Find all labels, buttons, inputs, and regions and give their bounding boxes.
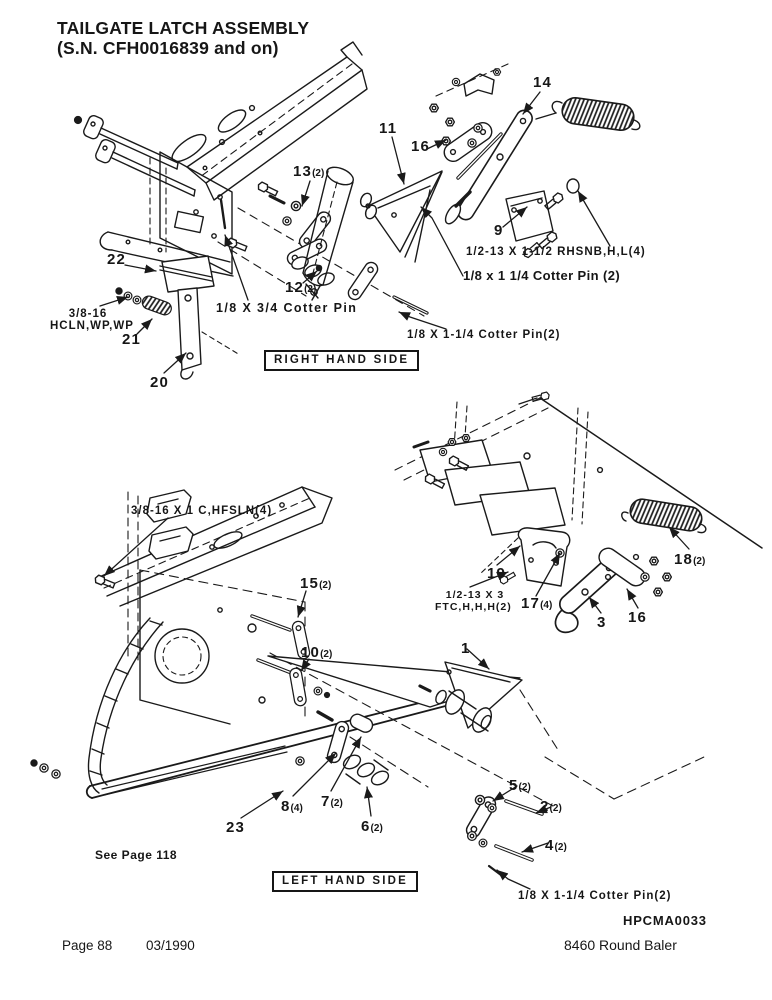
note-ftc-line1: 1/2-13 X 3 [445, 589, 505, 601]
note-cotter-1-1-4-b: 1/8 X 1-1/4 Cotter Pin(2) [407, 329, 561, 341]
note-ftc-line2: FTC,H,H,H(2) [435, 601, 512, 613]
callout-14: 14 [533, 74, 553, 91]
rh-clevis-pins [75, 114, 195, 196]
callout-10: 10(2) [301, 644, 333, 661]
note-hcln-line2: HCLN,WP,WP [50, 320, 134, 332]
page-title-line1: TAILGATE LATCH ASSEMBLY [57, 18, 310, 38]
rh-part11-plate [359, 171, 442, 262]
product-name: 8460 Round Baler [564, 937, 677, 953]
callout-17: 17(4) [521, 595, 553, 612]
right-hand-side-box [264, 350, 419, 371]
lh-part23-rod [87, 694, 460, 798]
callout-4: 4(2) [545, 837, 567, 854]
callout-12: 12(2) [285, 279, 317, 296]
callout-22: 22 [107, 251, 127, 268]
callout-7: 7(2) [321, 793, 343, 810]
left-hand-side-box [272, 871, 418, 892]
callout-1: 1 [461, 640, 471, 657]
lh-frame-plate-chain [31, 570, 305, 793]
callout-21: 21 [122, 331, 142, 348]
rh-part20-assembly [116, 195, 240, 379]
callout-13: 13(2) [293, 163, 325, 180]
callout-16-rh: 16 [411, 138, 431, 155]
callout-11: 11 [379, 120, 398, 137]
left-hand-side-label: LEFT HAND SIDE [282, 875, 408, 887]
note-cotter-3-4: 1/8 X 3/4 Cotter Pin [216, 301, 358, 315]
callout-23: 23 [226, 819, 246, 836]
rh-spring [536, 96, 640, 132]
page-title-line2: (S.N. CFH0016839 and on) [57, 38, 279, 58]
lh-part1-latch [268, 656, 522, 735]
note-cotter-1-1-4-a: 1/8 x 1 1/4 Cotter Pin (2) [463, 268, 621, 283]
callout-8: 8(4) [281, 798, 303, 815]
page-title [57, 18, 309, 58]
note-hcln-line1: 3/8-16 [68, 308, 108, 320]
note-cotter-1-1-4-lh: 1/8 X 1-1/4 Cotter Pin(2) [518, 890, 672, 902]
callout-2: 2(2) [540, 798, 562, 815]
callout-16-lh: 16 [628, 609, 648, 626]
drawing-code: HPCMA0033 [623, 913, 707, 928]
page-number: Page 88 [62, 938, 113, 953]
callout-18: 18(2) [674, 551, 706, 568]
callout-9: 9 [494, 222, 504, 239]
rh-frame-beam [100, 42, 367, 276]
note-hfsln: 3/8-16 X 1 C,HFSLN(4) [131, 505, 273, 517]
callout-20: 20 [150, 374, 170, 391]
callout-15: 15(2) [300, 575, 332, 592]
callout-3: 3 [597, 614, 607, 631]
see-page-note: See Page 118 [95, 848, 178, 862]
callout-5: 5(2) [509, 777, 531, 794]
left-hand-diagram-art [31, 392, 762, 889]
page-date: 03/1990 [146, 938, 195, 953]
right-hand-side-label: RIGHT HAND SIDE [274, 354, 410, 366]
callout-19: 19 [487, 565, 507, 582]
lh-pins-cluster [464, 794, 542, 875]
callout-6: 6(2) [361, 818, 383, 835]
note-rhsnb: 1/2-13 X 1-1/2 RHSNB,H,L(4) [466, 246, 646, 258]
